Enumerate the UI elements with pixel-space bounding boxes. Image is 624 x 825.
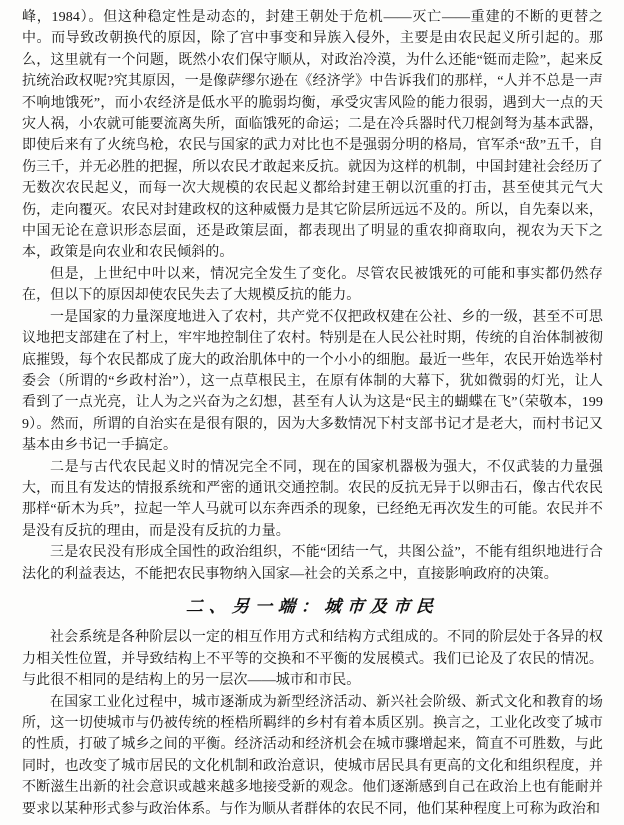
paragraph-reason-three-no-organization: 三是农民没有形成全国性的政治组织，不能“团结一气，共图公益”，不能有组织地进行合法化的利益表达，不能把农民事物纳入国家—社会的关系之中，直接影响政府的决策。 <box>22 545 603 582</box>
paragraph-social-system-strata: 社会系统是各种阶层以一定的相互作用方式和结构方式组成的。不同的阶层处于各异的权力相关性位置，并导致结构上不平等的交换和不平衡的发展模式。我们已论及了农民的情况。与此很不相同的是结构上的另一层次——城市和市民。 <box>22 630 603 689</box>
paragraph-mid-century-change: 但是，上世纪中叶以来，情况完全发生了变化。尽管农民被饿死的可能和事实都仍然存在，但以下的原因却使农民失去了大规模反抗的能力。 <box>22 266 603 304</box>
paragraph-continuation-dynastic-cycle: 峰，1984）。但这种稳定性是动态的，封建王朝处于危机——灭亡——重建的不断的更替之中。而导致改朝换代的原因，除了宫中事变和异族入侵外，主要是由农民起义所引起的。那么，这里就有一个问题，既然小农们保守顺从，对政治冷漠，为什么还能“铤而走险”，起来反抗统治政权呢?究其原因，一是像萨缪尔逊在《经济学》中告诉我们的那样，“人并不总是一声不响地饿死”，而小农经济是低水平的脆弱均衡，承受灾害风险的能力很弱，遇到大一点的天灾人祸，小农就可能要流离失所，面临饿死的命运；二是在冷兵器时代刀棍剑弩为基本武器，即使后来有了火统鸟枪，农民与国家的武力对比也不是强弱分明的格局，官军杀“敌”五千，自伤三千，并无必胜的把握，所以农民才敢起来反抗。就因为这样的机制，中国封建社会经历了无数次农民起义，而每一次大规模的农民起义都给封建王朝以沉重的打击，甚至使其元气大伤，走向覆灭。农民对封建政权的这种威慑力是其它阶层所远远不及的。所以，自先秦以来，中国无论在意识形态层面，还是政策层面，都表现出了明显的重农抑商取向，视农为天下之本，政策是向农业和农民倾斜的。 <box>22 10 603 261</box>
paragraph-reason-one-state-penetration: 一是国家的力量深度地进入了农村，共产党不仅把政权建在公社、乡的一级，甚至不可思议地把支部建在了村上，牢牢地控制住了农村。特别是在人民公社时期，传统的自治体制被彻底摧毁，每个农民都成了庞大的政治肌体中的一个小小的细胞。最近一些年，农民开始选举村委会（所谓的“乡政村治”），这一点草根民主，在原有体制的大幕下，犹如微弱的灯光，让人看到了一点光亮，让人为之兴奋为之幻想，甚至有人认为这是“民主的蝴蝶在飞”（荣敬本，1999）。然而，所谓的自治实在是很有限的，因为大多数情况下村支部书记才是老大，而村书记又基本由乡书记一手搞定。 <box>22 309 603 454</box>
paragraph-reason-two-state-machine: 二是与古代农民起义时的情况完全不同，现在的国家机器极为强大，不仅武装的力量强大，而且有发达的情报系统和严密的通讯交通控制。农民的反抗无异于以卵击石，像古代农民那样“斫木为兵”，拉起一竿人马就可以东奔西杀的现象，已经绝无再次发生的可能。农民并不是没有反抗的理由，而是没有反抗的力量。 <box>22 459 603 539</box>
section-heading: 二、另一端：城市及市民 <box>185 596 440 616</box>
paragraph-industrialization-cities: 在国家工业化过程中，城市逐渐成为新型经济活动、新兴社会阶级、新式文化和教育的场所，这一切使城市与仍被传统的桎梏所羁绊的乡村有着本质区别。换言之，工业化改变了城市的性质，打破了城乡之间的平衡。经济活动和经济机会在城市骤增起来，简直不可胜数，与此同时，也改变了城市居民的文化机制和政治意识，使城市居民具有更高的文化和组织程度，并不断滋生出新的社会意识或越来越多地接受新的观念。他们逐渐感到自己在政治上也有能耐并要求以某种形式参与政治体系。与作为顺从者群体的农民不同，他们某种程度上可称为政治和 <box>22 694 603 817</box>
